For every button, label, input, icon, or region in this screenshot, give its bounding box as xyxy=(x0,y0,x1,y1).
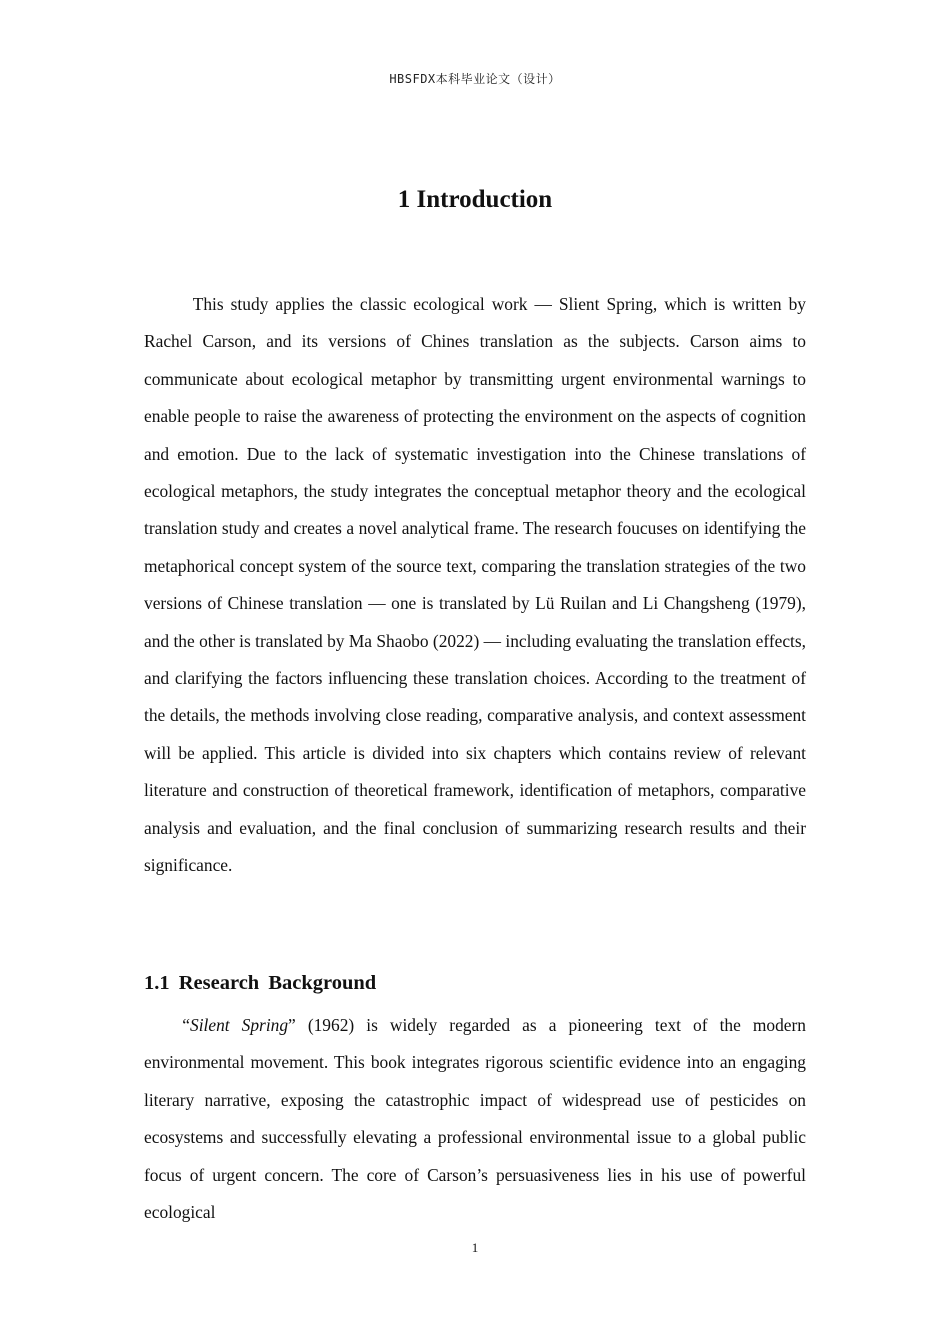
chapter-title: 1 Introduction xyxy=(397,186,553,213)
background-paragraph-text: ” (1962) is widely regarded as a pioneering text of the modern environmental movement. This book integrates rigorous scientific evidence into an engaging literary narrative, exposing the catastrophic impact of widespread use of pesticides on ecosystems and successfully elevating a professional environmental issue to a global public focus of urgent concern. The core of Carson’s persuasiveness lies in his use of powerful ecological xyxy=(144,1015,806,1223)
book-title: Silent Spring xyxy=(190,1015,289,1035)
section-heading: 1.1 Research Background xyxy=(144,972,377,994)
running-header: HBSFDX本科毕业论文（设计） xyxy=(389,72,561,86)
intro-paragraph: This study applies the classic ecological work — Slient Spring, which is written by Rachel Carson, and its versions of Chines translation as the subjects. Carson aims to communicate about ecological metaphor by transmitting urgent environmental warnings to enable people to raise the awareness of protecting the environment on the aspects of cognition and emotion. Due to the lack of systematic investigation into the Chinese translations of ecological metaphors, the study integrates the conceptual metaphor theory and the ecological translation study and creates a novel analytical frame. The research foucuses on identifying the metaphorical concept system of the source text, comparing the translation strategies of the two versions of Chinese translation — one is translated by Lü Ruilan and Li Changsheng (1979), and the other is translated by Ma Shaobo (2022) — including evaluating the translation effects, and clarifying the factors influencing these translation choices. According to the treatment of the details, the methods involving close reading, comparative analysis, and context assessment will be applied. This article is divided into six chapters which contains review of relevant literature and construction of theoretical framework, identification of metaphors, comparative analysis and evaluation, and the final conclusion of summarizing research results and their significance. xyxy=(144,294,806,876)
open-quote: “ xyxy=(182,1015,190,1035)
background-paragraph xyxy=(144,1007,806,1231)
page-number: 1 xyxy=(471,1240,479,1255)
